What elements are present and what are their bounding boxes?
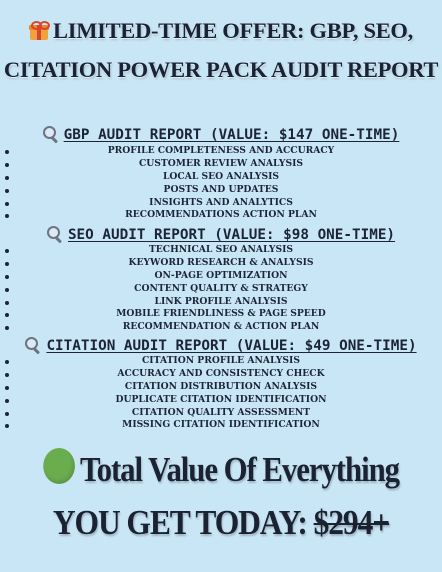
- list-item: LINK PROFILE ANALYSIS: [0, 296, 442, 309]
- bullet-icon: [5, 373, 9, 377]
- list-item: MOBILE FRIENDLINESS & PAGE SPEED: [0, 308, 442, 321]
- list-item: CITATION QUALITY ASSESSMENT: [0, 407, 442, 420]
- bullet-icon: [5, 176, 9, 180]
- list-item: POSTS AND UPDATES: [0, 184, 442, 197]
- total-value-line: [27, 448, 416, 490]
- today-label: YOU GET TODAY:: [52, 503, 314, 542]
- citation-audit-list: [0, 355, 442, 432]
- bullet-icon: [5, 288, 9, 292]
- list-item: CITATION PROFILE ANALYSIS: [0, 355, 442, 368]
- bullet-icon: [5, 313, 9, 317]
- bullet-icon: [5, 360, 9, 364]
- list-item: KEYWORD RESEARCH & ANALYSIS: [0, 257, 442, 270]
- green-circle-icon: [43, 448, 75, 484]
- bullet-icon: [5, 249, 9, 253]
- seo-audit-heading: [0, 226, 442, 243]
- gbp-audit-heading-text: GBP AUDIT REPORT (VALUE: $147 ONE-TIME): [63, 127, 400, 143]
- magnifier-icon: [25, 337, 40, 352]
- bullet-icon: [5, 399, 9, 403]
- gbp-audit-list: [0, 145, 442, 222]
- bullet-icon: [5, 301, 9, 305]
- list-item: CUSTOMER REVIEW ANALYSIS: [0, 158, 442, 171]
- today-price-line: [22, 503, 420, 543]
- gbp-audit-heading: [0, 126, 442, 143]
- magnifier-icon: [43, 126, 58, 141]
- gift-icon: [29, 21, 49, 40]
- bullet-icon: [5, 412, 9, 416]
- list-item: RECOMMENDATIONS ACTION PLAN: [0, 209, 442, 222]
- citation-audit-heading: [0, 337, 442, 354]
- bullet-icon: [5, 189, 9, 193]
- total-value-text: Total Value Of Everything: [79, 450, 399, 489]
- list-item: CITATION DISTRIBUTION ANALYSIS: [0, 381, 442, 394]
- list-item: MISSING CITATION IDENTIFICATION: [0, 419, 442, 432]
- offer-title-line-2: CITATION POWER PACK AUDIT REPORT: [3, 57, 439, 82]
- bullet-icon: [5, 326, 9, 330]
- seo-audit-list: [0, 244, 442, 334]
- list-item: ACCURACY AND CONSISTENCY CHECK: [0, 368, 442, 381]
- bullet-icon: [5, 214, 9, 218]
- list-item: RECOMMENDATION & ACTION PLAN: [0, 321, 442, 334]
- list-item: TECHNICAL SEO ANALYSIS: [0, 244, 442, 257]
- list-item: DUPLICATE CITATION IDENTIFICATION: [0, 394, 442, 407]
- list-item: CONTENT QUALITY & STRATEGY: [0, 283, 442, 296]
- bullet-icon: [5, 262, 9, 266]
- list-item: LOCAL SEO ANALYSIS: [0, 171, 442, 184]
- struck-price: $294+: [313, 503, 390, 542]
- list-item: PROFILE COMPLETENESS AND ACCURACY: [0, 145, 442, 158]
- bullet-icon: [5, 150, 9, 154]
- bullet-icon: [5, 202, 9, 206]
- list-item: INSIGHTS AND ANALYTICS: [0, 197, 442, 210]
- magnifier-icon: [47, 226, 62, 241]
- list-item: ON-PAGE OPTIMIZATION: [0, 270, 442, 283]
- bullet-icon: [5, 386, 9, 390]
- offer-title-text-1: LIMITED-TIME OFFER: GBP, SEO,: [53, 18, 413, 43]
- seo-audit-heading-text: SEO AUDIT REPORT (VALUE: $98 ONE-TIME): [67, 227, 396, 243]
- offer-title-line-1: [0, 18, 442, 44]
- citation-audit-heading-text: CITATION AUDIT REPORT (VALUE: $49 ONE-TIME): [46, 338, 417, 354]
- bullet-icon: [5, 163, 9, 167]
- bullet-icon: [5, 424, 9, 428]
- bullet-icon: [5, 275, 9, 279]
